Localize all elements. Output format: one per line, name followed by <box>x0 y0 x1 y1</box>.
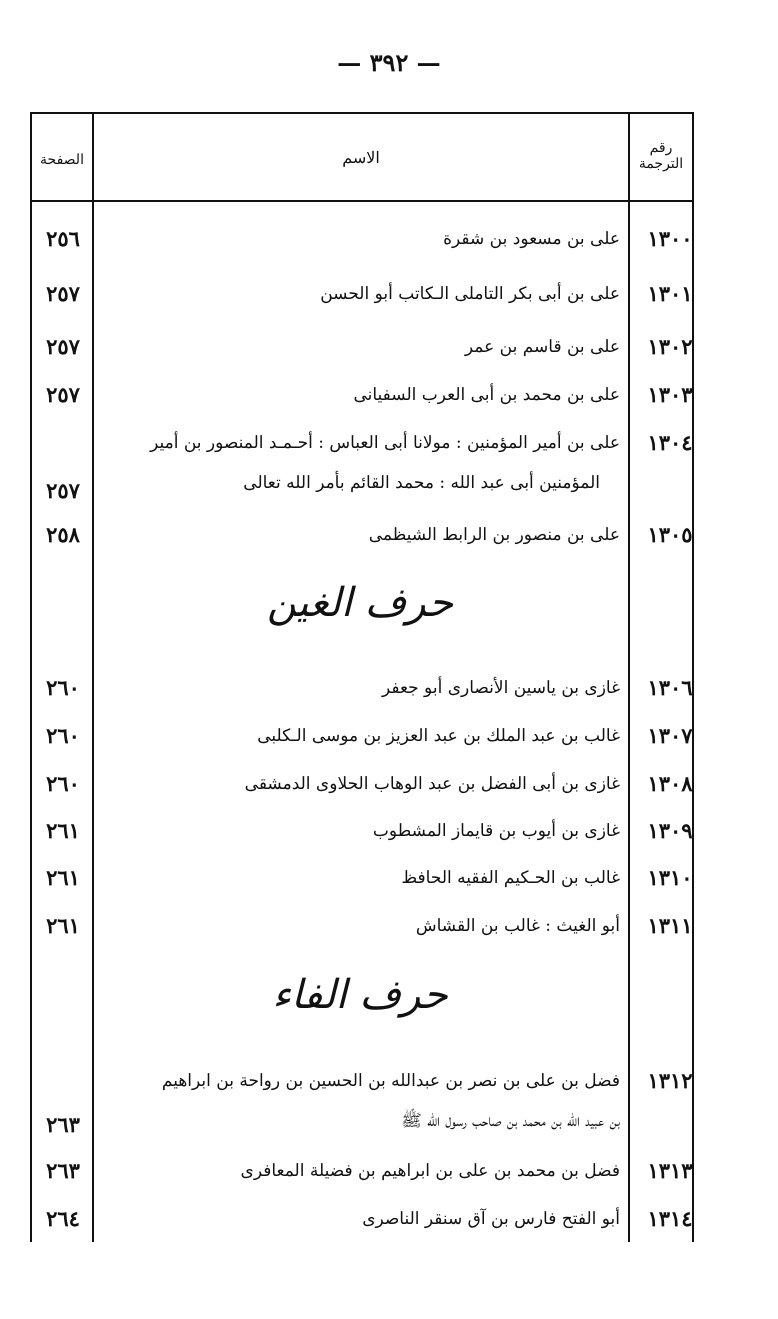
entry-page: ٢٥٦ <box>46 226 80 251</box>
entry-page: ٢٥٨ <box>46 522 80 547</box>
entry-number: ١٣١٣ <box>647 1158 693 1183</box>
header-name-column: الاسم <box>342 148 380 167</box>
top-rule <box>30 112 694 114</box>
entry-number: ١٣٠٢ <box>647 334 693 359</box>
entry-page: ٢٦١ <box>46 818 80 843</box>
header-number-column <box>630 140 692 172</box>
entry-name: فضل بن محمد بن على بن ابراهيم بن فضيلة المعافرى <box>240 1161 620 1181</box>
entry-name: على بن محمد بن أبى العرب السفيانى <box>353 385 620 405</box>
entry-page: ٢٦٣ <box>46 1158 80 1183</box>
entry-page: ٢٥٧ <box>46 334 80 359</box>
entry-number: ١٣٠٣ <box>647 382 693 407</box>
entry-page: ٢٦٠ <box>46 675 80 700</box>
section-heading-ghain: حرف الغين <box>266 580 454 626</box>
entry-page: ٢٦٣ <box>46 1112 80 1137</box>
entry-number: ١٣٠٩ <box>647 818 693 843</box>
left-border <box>30 114 32 1242</box>
entry-number: ١٣٠٤ <box>647 430 693 455</box>
entry-page: ٢٦٠ <box>46 771 80 796</box>
entry-number: ١٣٠٠ <box>647 226 693 251</box>
header-page-column: الصفحة <box>40 152 84 168</box>
entry-name: على بن قاسم بن عمر <box>464 337 620 357</box>
entry-number: ١٣٠٦ <box>647 675 693 700</box>
entry-name: غالب بن الحـكيم الفقيه الحافظ <box>401 868 620 888</box>
header-bottom-rule <box>30 200 694 202</box>
entry-name: غازى بن أبى الفضل بن عبد الوهاب الحلاوى الدمشقى <box>244 774 620 794</box>
entry-number: ١٣١١ <box>647 913 693 938</box>
entry-number: ١٣٠٧ <box>647 723 693 748</box>
entry-page: ٢٥٧ <box>46 281 80 306</box>
entry-number: ١٣٠٨ <box>647 771 693 796</box>
divider-number-column <box>628 114 630 1242</box>
entry-page: ٢٦٠ <box>46 723 80 748</box>
entry-page: ٢٥٧ <box>46 382 80 407</box>
entry-name-line1: على بن أمير المؤمنين : مولانا أبى العباس : أحـمـد المنصور بن أمير <box>150 433 620 453</box>
divider-page-column <box>92 114 94 1242</box>
entry-number: ١٣١٢ <box>647 1068 693 1093</box>
section-heading-fa: حرف الفاء <box>272 972 448 1018</box>
entry-page: ٢٥٧ <box>46 478 80 503</box>
entry-name-line2: المؤمنين أبى عبد الله : محمد القائم بأمر الله تعالى <box>243 473 600 493</box>
entry-name: أبو الغيث : غالب بن القشاش <box>415 916 620 936</box>
entry-name: على بن مسعود بن شقرة <box>443 229 620 249</box>
entry-number: ١٣١٠ <box>647 865 693 890</box>
entry-name: على بن منصور بن الرابط الشيظمى <box>368 525 620 545</box>
entry-page: ٢٦١ <box>46 865 80 890</box>
entry-name-line2: بن عبيد الله بن محمد بن صاحب رسول الله ﷺ <box>401 1111 620 1131</box>
entry-name: على بن أبى بكر التاملى الـكاتب أبو الحسن <box>320 284 620 304</box>
header-number-line1: رقم <box>649 140 673 156</box>
page-number: — ٣٩٢ — <box>337 48 441 77</box>
entry-page: ٢٦٤ <box>46 1206 80 1231</box>
entry-name: غالب بن عبد الملك بن عبد العزيز بن موسى الـكلبى <box>257 726 620 746</box>
entry-number: ١٣١٤ <box>647 1206 693 1231</box>
entry-number: ١٣٠٥ <box>647 522 693 547</box>
entry-name: غازى بن ياسين الأنصارى أبو جعفر <box>381 678 620 698</box>
entry-name: أبو الفتح فارس بن آق سنقر الناصرى <box>362 1209 620 1229</box>
entry-page: ٢٦١ <box>46 913 80 938</box>
entry-name: غازى بن أيوب بن قايماز المشطوب <box>372 821 620 841</box>
entry-number: ١٣٠١ <box>647 281 693 306</box>
header-number-line2: الترجمة <box>638 156 684 172</box>
entry-name-line1: فضل بن على بن نصر بن عبدالله بن الحسين بن رواحة بن ابراهيم <box>161 1071 620 1091</box>
